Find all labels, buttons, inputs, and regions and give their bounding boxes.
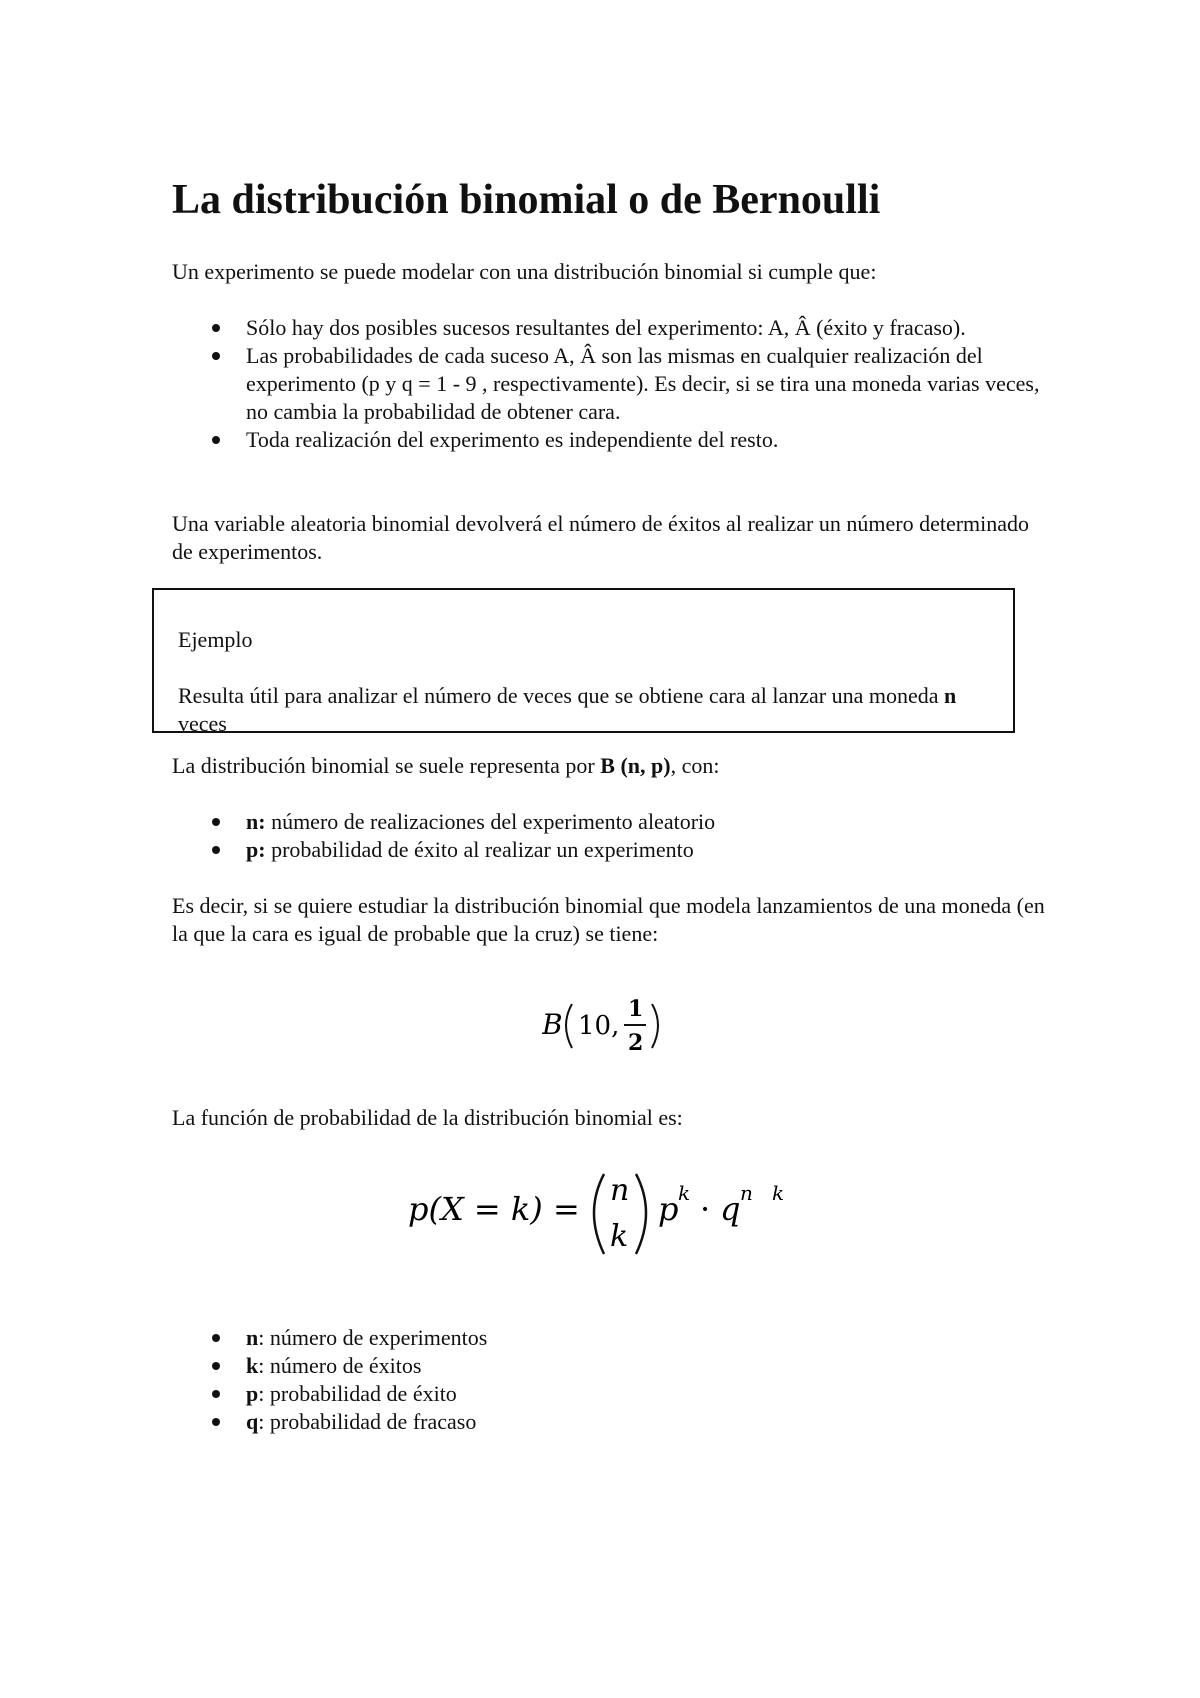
list-item: n: número de experimentos bbox=[172, 1324, 1052, 1352]
formula-b: B bbox=[542, 1008, 563, 1041]
definitions-list bbox=[172, 1324, 1052, 1436]
formula-denominator: 2 bbox=[628, 1030, 644, 1056]
binomial-notation-formula bbox=[542, 990, 692, 1060]
left-paren bbox=[566, 1004, 572, 1048]
right-paren bbox=[636, 1174, 646, 1254]
formula-p-exp: k bbox=[678, 1181, 691, 1205]
example-text: Resulta útil para analizar el número de veces que se obtiene cara al lanzar una moneda n veces bbox=[178, 683, 957, 733]
notation-paragraph: La distribución binomial se suele representa por B (n, p), con: bbox=[172, 753, 720, 778]
binom-top: n bbox=[610, 1173, 630, 1208]
example-heading: Ejemplo bbox=[178, 627, 253, 652]
formula-p: p bbox=[658, 1190, 679, 1228]
formula-q: q bbox=[720, 1190, 741, 1228]
formula-numerator: 1 bbox=[628, 996, 644, 1022]
conditions-list bbox=[172, 314, 1052, 454]
function-paragraph: La función de probabilidad de la distribución binomial es: bbox=[172, 1105, 683, 1130]
list-item: Las probabilidades de cada suceso A, Â son las mismas en cualquier realización del experimento (p y q = 1 - 9 , respectivamente). Es decir, si se tira una moneda varias veces, no cambia la probabilidad de obtener cara. bbox=[172, 342, 1052, 426]
list-item: Toda realización del experimento es independiente del resto. bbox=[172, 426, 1052, 454]
params-list bbox=[172, 808, 1052, 864]
variable-paragraph: Una variable aleatoria binomial devolverá el número de éxitos al realizar un número determinado de experimentos. bbox=[172, 511, 1030, 564]
list-item: p: probabilidad de éxito bbox=[172, 1380, 1052, 1408]
example-box bbox=[152, 588, 1015, 733]
page-title: La distribución binomial o de Bernoulli bbox=[172, 177, 881, 223]
probability-function-formula bbox=[408, 1162, 808, 1262]
list-item: Sólo hay dos posibles sucesos resultantes del experimento: A, Â (éxito y fracaso). bbox=[172, 314, 1052, 342]
formula-lhs: p(X = k) = bbox=[408, 1190, 580, 1228]
intro-paragraph: Un experimento se puede modelar con una distribución binomial si cumple que: bbox=[172, 259, 877, 284]
formula-n: 10, bbox=[578, 1011, 620, 1041]
formula-q-exp: n k bbox=[740, 1181, 785, 1205]
coin-paragraph: Es decir, si se quiere estudiar la distribución binomial que modela lanzamientos de una moneda (en la que la cara es igual de probable que la cruz) se tiene: bbox=[172, 893, 1045, 946]
left-paren bbox=[594, 1174, 604, 1254]
list-item: n: número de realizaciones del experimento aleatorio bbox=[172, 808, 1052, 836]
list-item: k: número de éxitos bbox=[172, 1352, 1052, 1380]
binom-bottom: k bbox=[610, 1219, 629, 1254]
list-item: q: probabilidad de fracaso bbox=[172, 1408, 1052, 1436]
right-paren bbox=[652, 1004, 658, 1048]
formula-dot: · bbox=[700, 1190, 711, 1228]
list-item: p: probabilidad de éxito al realizar un experimento bbox=[172, 836, 1052, 864]
